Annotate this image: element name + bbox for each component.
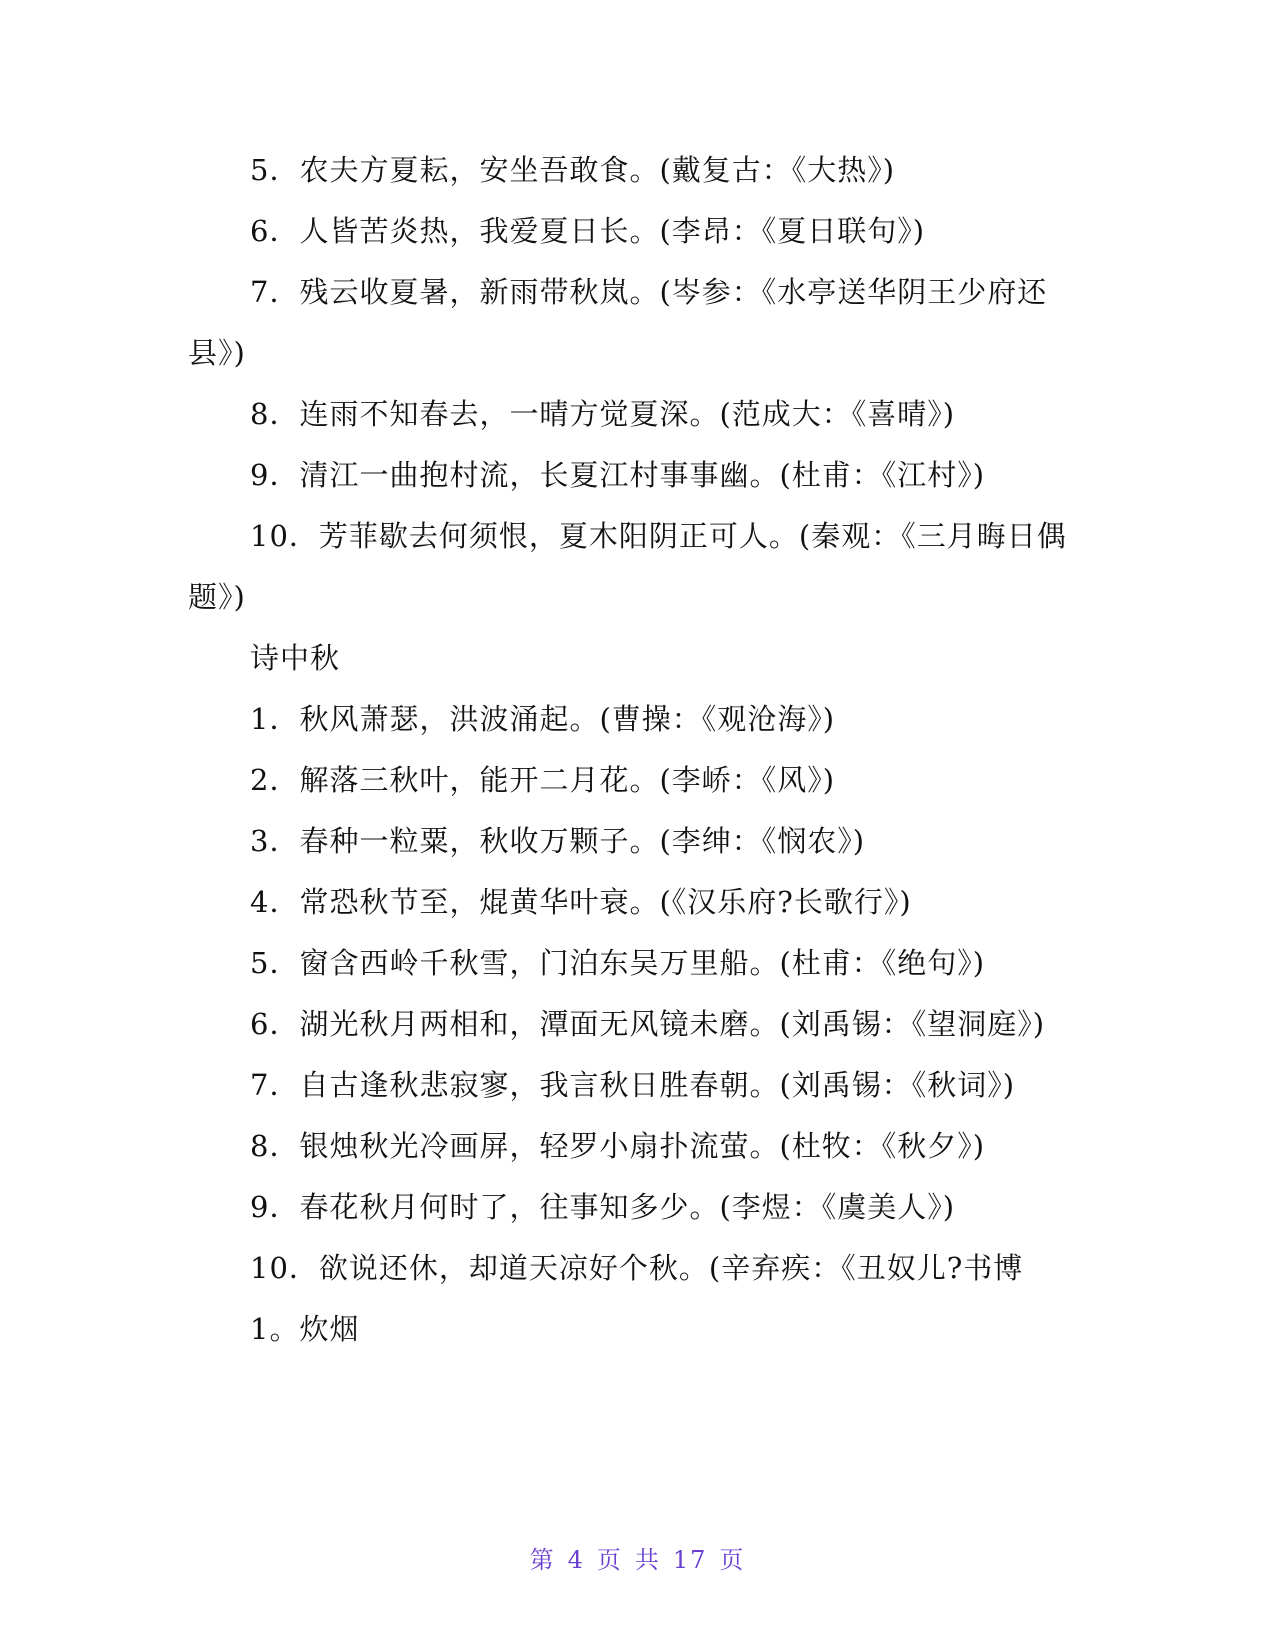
footer-total-pages: 17 [672, 1546, 708, 1574]
footer-label-ye: 页 [596, 1546, 623, 1574]
poem-line: 9．春花秋月何时了，往事知多少。(李煜：《虞美人》) [250, 1190, 956, 1224]
poem-line: 2．解落三秋叶，能开二月花。(李峤：《风》) [250, 763, 836, 797]
footer-label-ye2: 页 [719, 1546, 746, 1574]
poem-line: 6．人皆苦炎热，我爱夏日长。(李昂：《夏日联句》) [250, 214, 926, 248]
poem-line: 3．春种一粒粟，秋收万颗子。(李绅：《悯农》) [250, 824, 866, 858]
poem-line: 10．欲说还休，却道天凉好个秋。(辛弃疾：《丑奴儿?书博 [250, 1251, 1024, 1285]
poem-line: 8．银烛秋光冷画屏，轻罗小扇扑流萤。(杜牧：《秋夕》) [250, 1129, 986, 1163]
poem-line: 5．农夫方夏耘，安坐吾敢食。(戴复古：《大热》) [250, 153, 896, 187]
document-body [188, 140, 1088, 1360]
footer-label-total: 共 [634, 1546, 661, 1574]
footer-label-page: 第 [529, 1546, 556, 1574]
poem-line: 8．连雨不知春去，一晴方觉夏深。(范成大：《喜晴》) [250, 397, 956, 431]
page-footer [0, 1540, 1275, 1575]
poem-line: 6．湖光秋月两相和，潭面无风镜未磨。(刘禹锡：《望洞庭》) [250, 1007, 1046, 1041]
poem-line: 10．芳菲歇去何须恨，夏木阳阴正可人。(秦观：《三月晦日偶题》) [188, 519, 1067, 614]
poem-line: 4．常恐秋节至，焜黄华叶衰。(《汉乐府?长歌行》) [250, 885, 912, 919]
poem-line: 1．秋风萧瑟，洪波涌起。(曹操：《观沧海》) [250, 702, 836, 736]
poem-line: 5．窗含西岭千秋雪，门泊东吴万里船。(杜甫：《绝句》) [250, 946, 986, 980]
section-heading: 诗中秋 [250, 641, 341, 675]
poem-line: 9．清江一曲抱村流，长夏江村事事幽。(杜甫：《江村》) [250, 458, 986, 492]
poem-line: 7．自古逢秋悲寂寥，我言秋日胜春朝。(刘禹锡：《秋词》) [250, 1068, 1016, 1102]
poem-line: 7．残云收夏暑，新雨带秋岚。(岑参：《水亭送华阴王少府还县》) [188, 275, 1048, 370]
poem-line: 1。炊烟 [250, 1312, 360, 1346]
footer-current-page: 4 [567, 1546, 585, 1574]
